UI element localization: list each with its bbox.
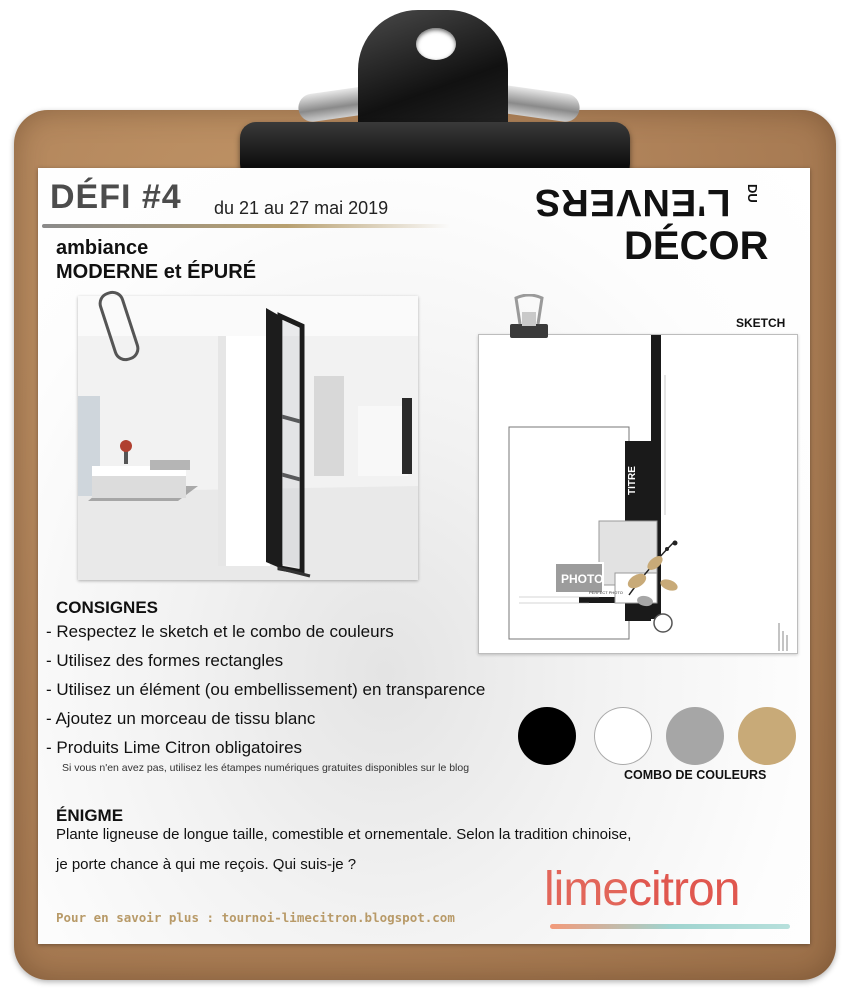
brand-du: DU [745, 184, 760, 203]
challenge-title: DÉFI #4 [50, 178, 182, 216]
consigne-item: - Utilisez un élément (ou embellissement) en transparence [46, 678, 485, 707]
logo-underline [550, 924, 790, 929]
logo-citron: citron [628, 863, 740, 916]
enigme-line1: Plante ligneuse de longue taille, comestible et ornementale. Selon la tradition chinoise, [56, 826, 632, 843]
color-swatch-white [594, 707, 652, 765]
brand-decor: DÉCOR [624, 224, 769, 268]
consignes-list [46, 620, 485, 765]
consignes-title: CONSIGNES [56, 598, 159, 617]
ambiance-line1: ambiance [56, 237, 149, 259]
limecitron-logo [544, 862, 739, 917]
color-swatch-gray [666, 707, 724, 765]
sketch-drawing [479, 335, 797, 653]
combo-label: COMBO DE COULEURS [624, 768, 767, 782]
layout-sketch [478, 334, 798, 654]
consignes-note: Si vous n'en avez pas, utilisez les étampes numériques gratuites disponibles sur le blog [62, 762, 470, 774]
logo-lime: lime [544, 863, 629, 916]
title-underline [42, 224, 450, 228]
sketch-label: SKETCH [736, 316, 786, 330]
brand-flipped-word: L'ENVERS [534, 181, 731, 223]
sketch-photo-text: PHOTO [561, 572, 604, 586]
color-swatch-black [518, 707, 576, 765]
sketch-title-text: TITRE [627, 466, 638, 495]
consigne-item: - Ajoutez un morceau de tissu blanc [46, 707, 485, 736]
color-swatch-kraft [738, 707, 796, 765]
clip-hole [416, 28, 456, 60]
enigme-title: ÉNIGME [56, 806, 124, 825]
enigme-line2: je porte chance à qui me reçois. Qui suis-je ? [56, 856, 357, 873]
consigne-item: - Produits Lime Citron obligatoires [46, 736, 485, 765]
brand-logo [520, 180, 800, 270]
more-info-link[interactable]: Pour en savoir plus : tournoi-limecitron.blogspot.com [56, 910, 455, 925]
binder-clip-icon [506, 294, 552, 342]
consigne-item: - Respectez le sketch et le combo de couleurs [46, 620, 485, 649]
ambiance-heading [56, 236, 256, 284]
sketch-perfect-photo-text: PERFECT PHOTO [589, 590, 623, 595]
ambiance-line2: MODERNE et ÉPURÉ [56, 261, 257, 283]
consigne-item: - Utilisez des formes rectangles [46, 649, 485, 678]
challenge-dates: du 21 au 27 mai 2019 [214, 198, 389, 218]
